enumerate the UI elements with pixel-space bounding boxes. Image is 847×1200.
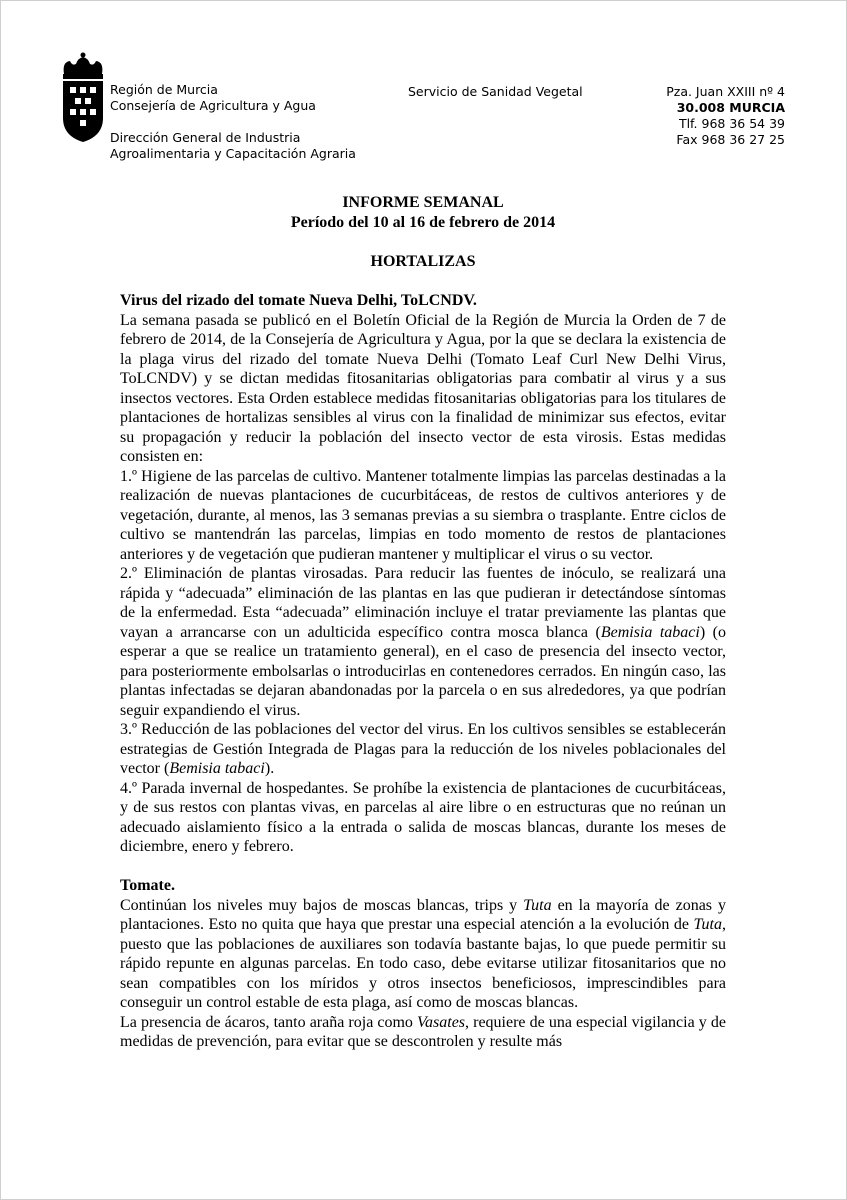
report-period: Período del 10 al 16 de febrero de 2014 [290, 213, 556, 231]
direccion-line-2: Agroalimentaria y Capacitación Agraria [110, 146, 356, 161]
species-name: Tuta [523, 896, 552, 914]
phone-number: Tlf. 968 36 54 39 [678, 116, 785, 131]
service-name: Servicio de Sanidad Vegetal [408, 84, 583, 99]
region-coat-of-arms-icon [58, 52, 108, 144]
fax-number: Fax 968 36 27 25 [676, 132, 785, 147]
section-title: HORTALIZAS [370, 253, 476, 270]
report-body [120, 193, 726, 1052]
postal-city: 30.008 MURCIA [676, 100, 785, 115]
consejeria-name: Consejería de Agricultura y Agua [110, 98, 316, 113]
letterhead [0, 0, 847, 170]
species-name: Tuta [693, 916, 722, 933]
measure-2-paragraph: 2.º Eliminación de plantas virosadas. Para reducir las fuentes de inóculo, se realizará una rápida y “adecuada” eliminación de las plantas en las que pudieran ir detectándose síntomas de la enfermedad. Esta “adecuada” eliminación incluye el tratar previamente las plantas que vayan a arrancarse con un adulticida específico contra mosca blanca (Bemisia tabaci) (o esperar a que se realice un tratamiento general), en el caso de presencia del insecto vector, para posteriormente embolsarlas o introducirlas en contenedores cerrados. En ningún caso, las plantas infectadas se dejaran abandonadas por la parcela o en sus alrededores, ya que podrían seguir expandiendo el virus. [120, 565, 726, 719]
measure-3-paragraph: 3.º Reducción de las poblaciones del vector del virus. En los cultivos sensibles se establecerán estrategias de Gestión Integrada de Plagas para la reducción de los niveles poblacionales del vector (Bemisia tabaci). [120, 721, 726, 777]
species-name: Bemisia tabaci [169, 760, 265, 777]
report-title: INFORME SEMANAL [342, 194, 504, 211]
street-address: Pza. Juan XXIII nº 4 [666, 84, 785, 99]
region-name: Región de Murcia [110, 82, 218, 97]
species-name: Vasates [417, 1013, 466, 1031]
tomate-paragraph-2: La presencia de ácaros, tanto araña roja como Vasates, requiere de una especial vigilancia y de medidas de prevención, para evitar que se descontrolen y resulte más [120, 1013, 726, 1050]
measure-1-paragraph: 1.º Higiene de las parcelas de cultivo. Mantener totalmente limpias las parcelas destinadas a la realización de nuevas plantaciones de cucurbitáceas, de restos de cultivos anteriores y de vegetación, durante, al menos, las 3 semanas previas a su siembra o trasplante. Entre ciclos de cultivo se mantendrán las parcelas, limpias en todo momento de restos de plantaciones anteriores y de vegetación que pudieran mantener y multiplicar el virus o su vector. [120, 467, 726, 563]
direccion-line-1: Dirección General de Industria [110, 130, 301, 145]
tomate-paragraph-1: Continúan los niveles muy bajos de moscas blancas, trips y Tuta en la mayoría de zonas y plantaciones. Esto no quita que haya que prestar una especial atención a la evolución de Tuta, puesto que las poblaciones de auxiliares son todavía bastante bajas, lo que puede permitir su rápido repunte en algunas parcelas. En todo caso, debe evitarse utilizar fitosanitarios que no sean compatibles con los míridos y otros insectos beneficiosos, imprescindibles para conseguir un control estable de esta plaga, así como de moscas blancas. [120, 896, 726, 1011]
tomate-heading: Tomate. [120, 877, 175, 894]
measure-4-paragraph: 4.º Parada invernal de hospedantes. Se prohíbe la existencia de plantaciones de cucurbitáceas, y de sus restos con plantas vivas, en parcelas al aire libre o en estructuras que no reúnan un adecuado aislamiento físico a la entrada o salida de moscas blancas, durante los meses de diciembre, enero y febrero. [120, 779, 726, 855]
virus-heading: Virus del rizado del tomate Nueva Delhi, ToLCNDV. [120, 292, 477, 309]
organization-block [110, 82, 356, 162]
species-name: Bemisia tabaci [600, 623, 700, 641]
address-block [666, 84, 785, 148]
virus-intro-paragraph: La semana pasada se publicó en el Boletín Oficial de la Región de Murcia la Orden de 7 de febrero de 2014, de la Consejería de Agricultura y Agua, por la que se declara la existencia de la plaga virus del rizado del tomate Nueva Delhi (Tomato Leaf Curl New Delhi Virus, ToLCNDV) y se dictan medidas fitosanitarias obligatorias para combatir al virus y a sus insectos vectores. Esta Orden establece medidas fitosanitarias obligatorias para los titulares de plantaciones de hortalizas sensibles al virus con la finalidad de minimizar sus efectos, evitar su propagación y reducir la población del insecto vector de esta virosis. Estas medidas consisten en: [120, 311, 726, 465]
